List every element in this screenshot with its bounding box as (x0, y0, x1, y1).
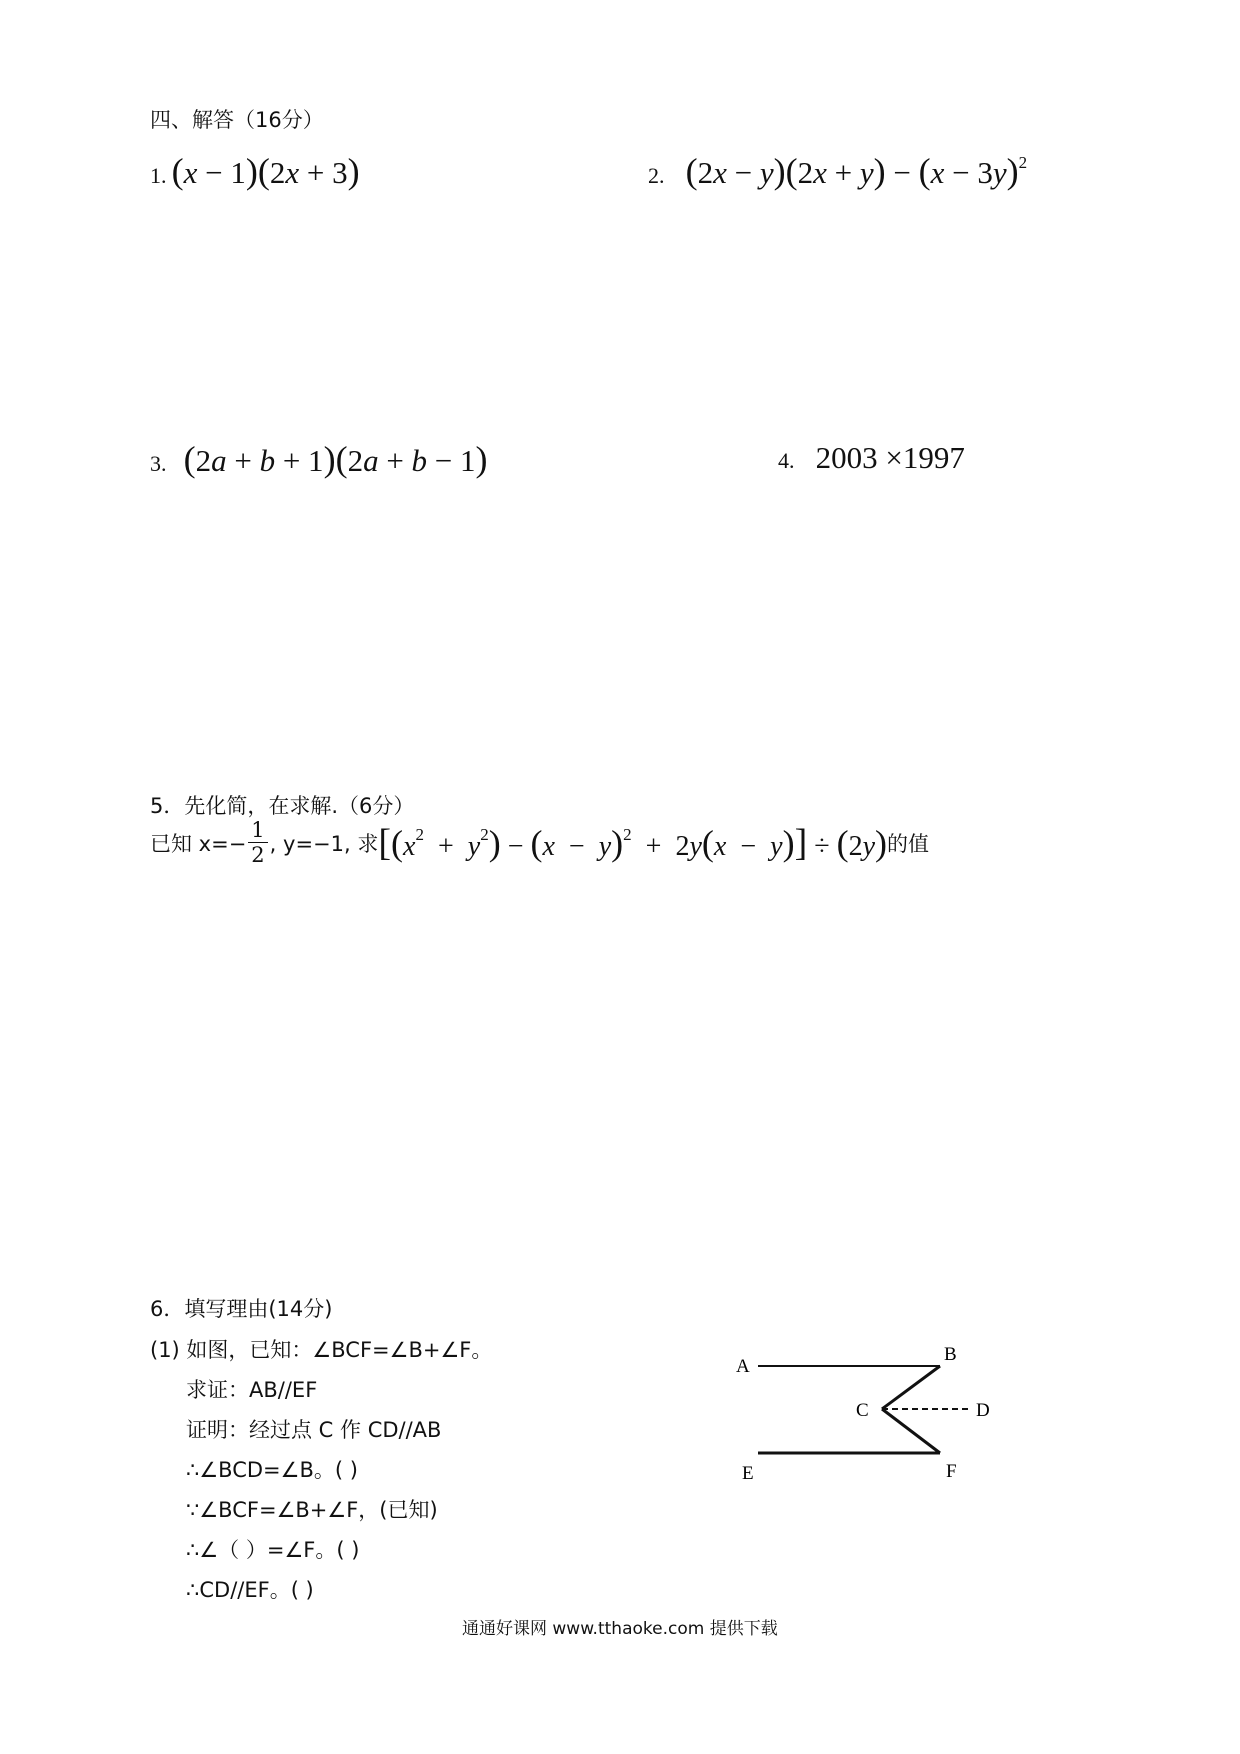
problem-5-heading: 5．先化简，在求解.（6分） (150, 794, 415, 818)
point-label-f: F (946, 1461, 957, 1482)
problem-2 (648, 150, 1027, 192)
point-label-c: C (856, 1400, 869, 1421)
proof-line-1: (1) 如图，已知：∠BCF=∠B+∠F。 (150, 1338, 493, 1362)
point-label-a: A (736, 1356, 750, 1377)
problem-3 (150, 438, 488, 480)
section-title: 四、解答（16分） (150, 108, 324, 132)
problem-5-expression: $[(x^2 + y^2) - (x - y)^2 + 2y(x - y)] \div (2y)$ (378, 821, 888, 864)
problem-4-label: 4. (778, 448, 795, 473)
line-bc (882, 1366, 940, 1409)
problem-1 (150, 150, 360, 192)
point-label-b: B (944, 1344, 957, 1365)
problem-5-given-mid: , y=−1, 求 (269, 831, 379, 856)
proof-line-7: ∴CD//EF。( ) (186, 1578, 314, 1602)
problem-4-expression: 2003 ×1997 (815, 440, 965, 475)
proof-line-3: 证明：经过点 C 作 CD//AB (186, 1418, 442, 1442)
geometry-figure (730, 1330, 1030, 1500)
line-cf (882, 1409, 940, 1453)
point-label-d: D (976, 1400, 990, 1421)
point-label-e: E (742, 1463, 754, 1484)
problem-2-label: 2. (648, 163, 665, 188)
proof-line-4: ∴∠BCD=∠B。( ) (186, 1458, 358, 1482)
proof-line-2: 求证：AB//EF (186, 1378, 318, 1402)
problem-3-label: 3. (150, 451, 167, 476)
fraction-denominator: 2 (251, 843, 265, 867)
problem-1-expression: (x − 1)(2x + 3) (171, 151, 360, 191)
problem-2-expression: $(2x - y)(2x + y) - (x - 3y)^2$ (685, 151, 1028, 191)
problem-3-expression: (2a + b + 1)(2a + b − 1) (183, 439, 488, 479)
fraction-numerator: 1 (248, 818, 267, 843)
problem-4 (778, 440, 965, 476)
problem-6-heading: 6．填写理由(14分) (150, 1297, 333, 1321)
problem-5-body (150, 818, 929, 867)
fraction-one-half (248, 818, 267, 867)
proof-line-6: ∴∠（ ）=∠F。( ) (186, 1538, 360, 1562)
problem-1-label: 1. (150, 163, 167, 188)
proof-line-5: ∵∠BCF=∠B+∠F，(已知) (186, 1498, 438, 1522)
problem-5-given-prefix: 已知 x=− (150, 831, 247, 856)
page-footer: 通通好课网 www.tthaoke.com 提供下载 (462, 1619, 778, 1639)
problem-5-suffix: 的值 (887, 831, 930, 856)
